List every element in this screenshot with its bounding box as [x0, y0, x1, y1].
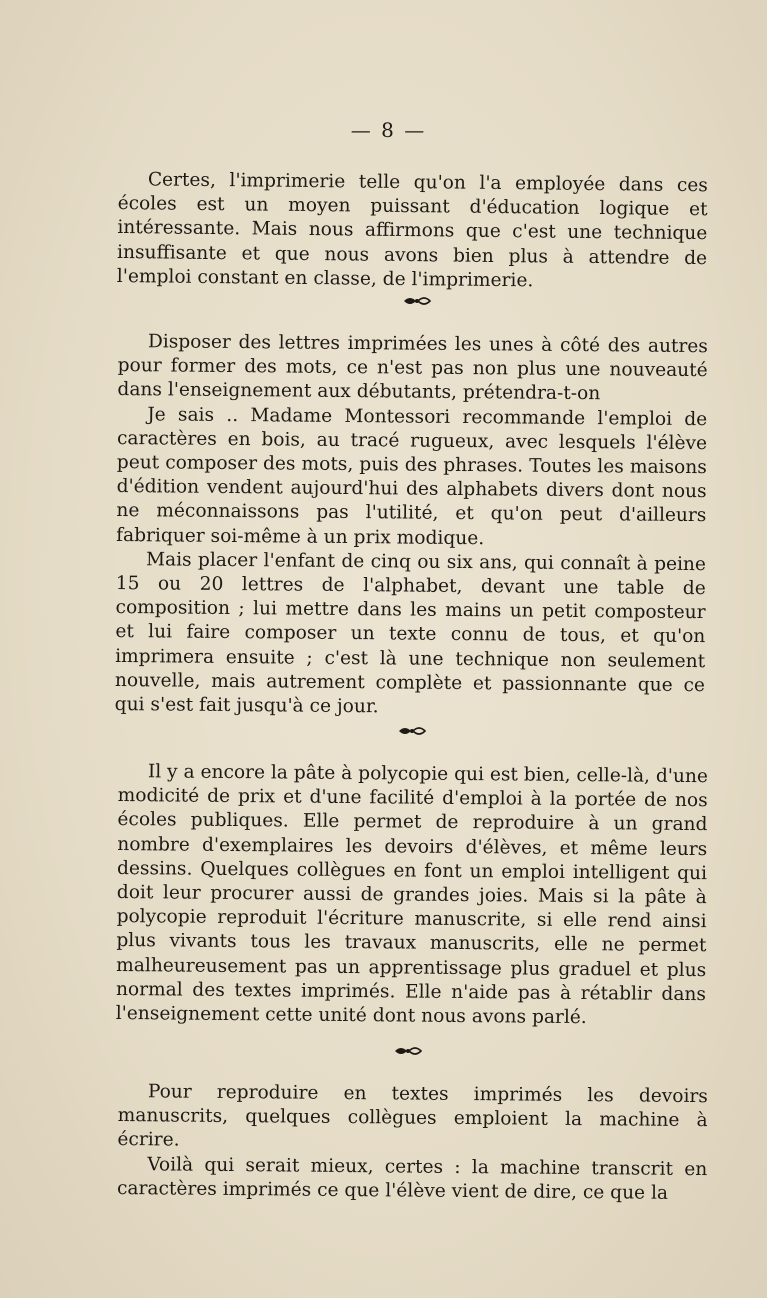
text-section-3 [116, 760, 708, 1031]
text-section-4 [117, 1080, 708, 1206]
paragraph: Disposer des lettres imprimées les unes à côté des autres pour former des mots, ce n'est pas non plus une nouveauté dans l'enseignement aux débutants, prétendra-t-on [117, 331, 708, 405]
fleuron-icon [33, 292, 767, 310]
paragraph: Voilà qui serait mieux, certes : la machine transcrit en caractères imprimés ce que l'élève vient de dire, ce que la [116, 1153, 708, 1204]
paragraph: Il y a encore la pâte à polycopie qui est bien, celle-là, d'une modicité de prix et d'une facilité d'emploi à la portée de nos écoles publiques. Elle permet de reproduire à un grand nombre d'exemplaires les devoirs d'élèves, et même leurs dessins. Quelques collègues en font un emploi intelligent qui doit leur procurer aussi de grandes joies. Mais si la pâte à polycopie reproduit l'écriture manuscrite, si elle rend ainsi plus vivants tous les travaux manuscrits, elle ne permet malheureusement pas un apprentissage plus graduel et plus normal des textes imprimés. Elle n'aide pas à rétablir dans l'enseignement cette unité dont nous avons parlé. [115, 761, 708, 1029]
paragraph: Certes, l'imprimerie telle qu'on l'a employée dans ces écoles est un moyen puissant d'éducation logique et intéressante. Mais nous affirmons que c'est une technique insuffisante et que nous avons bien plus à attendre de l'emploi constant en classe, de l'imprimerie. [116, 169, 708, 292]
paragraph: Je sais .. Madame Montessori recommande l'emploi de caractères en bois, au tracé rugueux, avec lesquels l'élève peut composer des mots, puis des phrases. Toutes les maisons d'édition vendent aujourd'hui des alphabets divers dont nous ne méconnaissons pas l'utilité, et qu'on peut d'ailleurs fabriquer soi-même à un prix modique. [116, 403, 708, 549]
paragraph: Pour reproduire en textes imprimés les devoirs manuscrits, quelques collègues emploient la machine à écrire. [117, 1081, 708, 1151]
text-section-2 [115, 330, 708, 722]
fleuron-icon [24, 1042, 767, 1060]
page-number: — 8 — [350, 118, 427, 142]
paragraph: Mais placer l'enfant de cinq ou six ans, qui connaît à peine 15 ou 20 lettres de l'alphabet, devant une table de composition ; lui mettre dans les mains un petit composteur et lui faire composer un texte connu de tous, et qu'on imprimera ensuite ; c'est là une technique non seulement nouvelle, mais autrement complète et passionnante que ce qui s'est fait jusqu'à ce jour. [114, 549, 707, 718]
text-section-1 [117, 168, 708, 295]
fleuron-icon [28, 722, 767, 740]
